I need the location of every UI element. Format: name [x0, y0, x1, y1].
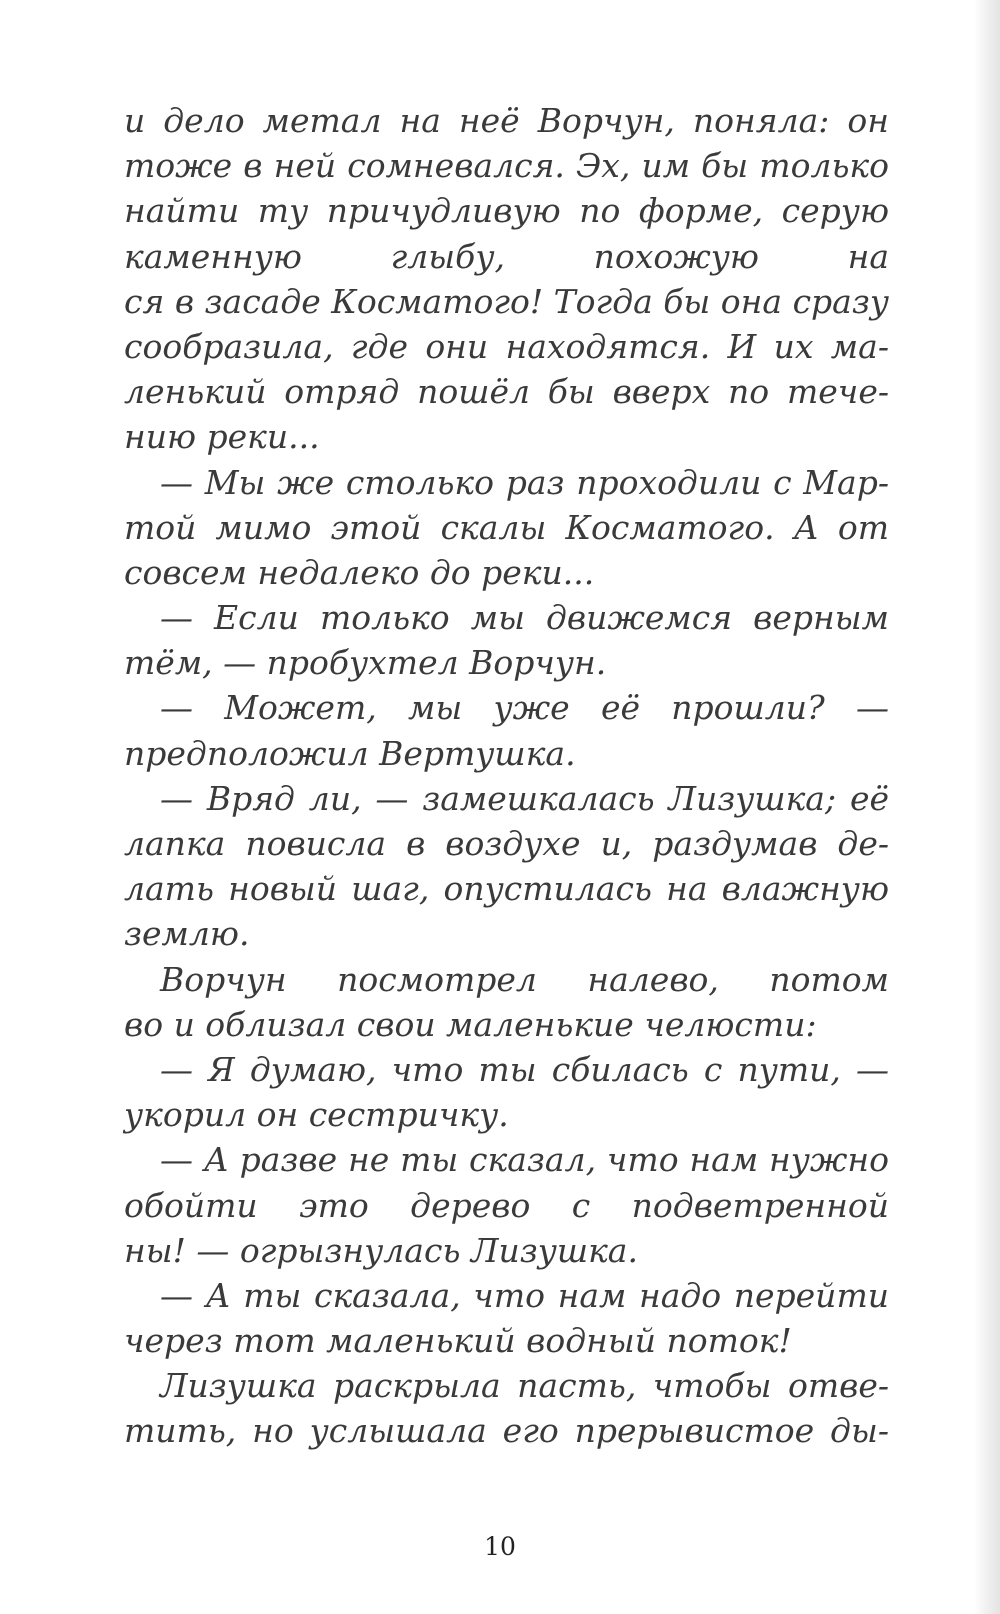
text-line: — Вряд ли, — замешкалась Лизушка; её	[160, 778, 889, 818]
text-line: тоже в ней сомневался. Эх, им бы только	[124, 146, 889, 186]
text-line: во и облизал свои маленькие челюсти:	[124, 1004, 817, 1044]
text-line: лать новый шаг, опустилась на влажную	[124, 869, 889, 909]
text-line: — Может, мы уже её прошли? —	[160, 688, 889, 728]
text-line: тём, — пробухтел Ворчун.	[124, 643, 607, 683]
page-number: 10	[484, 1532, 516, 1561]
text-line: и дело метал на неё Ворчун, поняла: он	[124, 101, 889, 140]
text-line: ны! — огрызнулась Лизушка.	[124, 1230, 638, 1270]
text-line: — Если только мы движемся верным	[160, 598, 889, 638]
text-line: — Я думаю, что ты сбилась с пути, —	[160, 1049, 889, 1089]
text-line: нию реки...	[124, 417, 320, 457]
text-line: — А ты сказала, что нам надо перейти	[160, 1275, 889, 1315]
text-line: тить, но услышала его прерывистое ды-	[124, 1411, 889, 1451]
text-line: укорил он сестричку.	[124, 1095, 509, 1135]
text-line: совсем недалеко до реки...	[124, 552, 595, 592]
text-line: Лизушка раскрыла пасть, чтобы отве-	[160, 1366, 889, 1406]
text-line: через тот маленький водный поток!	[124, 1321, 792, 1361]
text-line: обойти это дерево с подветренной	[124, 1185, 889, 1225]
text-line: землю.	[124, 914, 250, 954]
text-line: ся в засаде Косматого! Тогда бы она сразу	[124, 281, 889, 321]
text-line: сообразила, где они находятся. И их ма-	[124, 326, 889, 366]
text-line: предположил Вертушка.	[124, 733, 576, 773]
text-line: лапка повисла в воздухе и, раздумав де-	[124, 824, 889, 863]
text-line: той мимо этой скалы Косматого. А от	[124, 507, 889, 547]
body-text	[124, 98, 889, 1454]
text-line: Ворчун посмотрел налево, потом	[160, 959, 889, 999]
text-line: — А разве не ты сказал, что нам нужно	[160, 1140, 889, 1180]
text-line: ленький отряд пошёл бы вверх по тече-	[124, 372, 889, 412]
text-line: найти ту причудливую по форме, серую	[124, 191, 889, 231]
page-edge-shadow	[974, 0, 1000, 1614]
text-line: — Мы же столько раз проходили с Мар-	[160, 462, 889, 502]
text-line: каменную глыбу, похожую на	[124, 236, 889, 276]
